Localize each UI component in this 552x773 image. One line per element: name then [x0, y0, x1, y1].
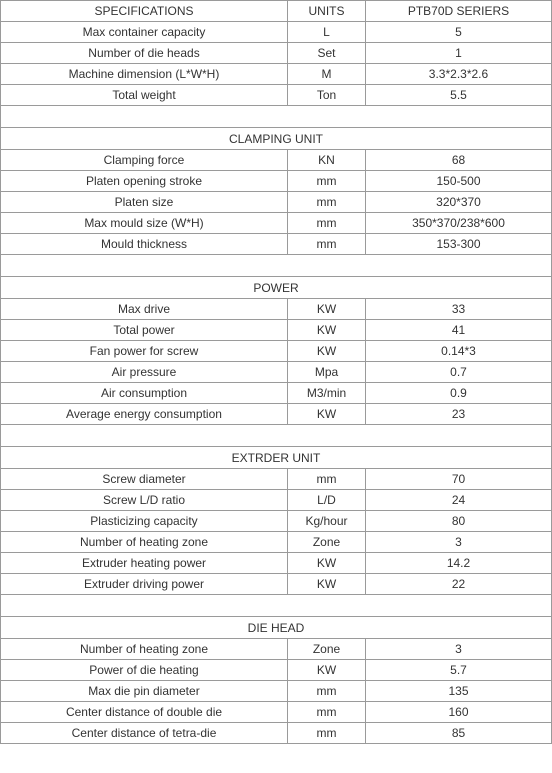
spec-value: 3.3*2.3*2.6 [366, 64, 552, 85]
table-row [1, 213, 552, 234]
spec-value: 70 [366, 469, 552, 490]
spec-name: Max container capacity [1, 22, 288, 43]
spec-value: 33 [366, 299, 552, 320]
spec-name: Extruder heating power [1, 553, 288, 574]
spec-name: Machine dimension (L*W*H) [1, 64, 288, 85]
spec-name: Total power [1, 320, 288, 341]
spec-value: 3 [366, 532, 552, 553]
spec-name: Max drive [1, 299, 288, 320]
table-row [1, 553, 552, 574]
spec-unit: KW [288, 320, 366, 341]
spec-name: Air pressure [1, 362, 288, 383]
spec-name: Clamping force [1, 150, 288, 171]
spec-name: Number of die heads [1, 43, 288, 64]
table-row [1, 320, 552, 341]
spec-unit: L/D [288, 490, 366, 511]
table-row [1, 490, 552, 511]
spacer-cell [1, 425, 552, 447]
spec-value: 150-500 [366, 171, 552, 192]
spec-value: 135 [366, 681, 552, 702]
table-row [1, 85, 552, 106]
spec-unit: KW [288, 660, 366, 681]
spec-value: 22 [366, 574, 552, 595]
spec-value: 1 [366, 43, 552, 64]
spec-value: 320*370 [366, 192, 552, 213]
spec-unit: mm [288, 171, 366, 192]
spec-unit: mm [288, 469, 366, 490]
spec-unit: KW [288, 299, 366, 320]
table-row [1, 639, 552, 660]
table-row [1, 574, 552, 595]
spec-value: 24 [366, 490, 552, 511]
spec-value: 0.14*3 [366, 341, 552, 362]
spec-unit: KW [288, 553, 366, 574]
spacer-cell [1, 255, 552, 277]
table-row [1, 192, 552, 213]
section-title-clamping: CLAMPING UNIT [1, 128, 552, 150]
table-row [1, 532, 552, 553]
spec-unit: mm [288, 702, 366, 723]
spec-name: Extruder driving power [1, 574, 288, 595]
table-row [1, 404, 552, 425]
spec-unit: mm [288, 723, 366, 744]
spec-unit: Kg/hour [288, 511, 366, 532]
spec-value: 5 [366, 22, 552, 43]
spec-unit: mm [288, 234, 366, 255]
spec-name: Max mould size (W*H) [1, 213, 288, 234]
table-row [1, 43, 552, 64]
header-units: UNITS [288, 1, 366, 22]
spec-name: Total weight [1, 85, 288, 106]
spec-value: 68 [366, 150, 552, 171]
section-title-power: POWER [1, 277, 552, 299]
spec-unit: M [288, 64, 366, 85]
spec-name: Center distance of tetra-die [1, 723, 288, 744]
header-specifications: SPECIFICATIONS [1, 1, 288, 22]
spec-name: Platen size [1, 192, 288, 213]
spec-name: Max die pin diameter [1, 681, 288, 702]
table-row [1, 341, 552, 362]
spec-value: 5.5 [366, 85, 552, 106]
spec-name: Mould thickness [1, 234, 288, 255]
spec-value: 41 [366, 320, 552, 341]
spec-unit: mm [288, 213, 366, 234]
table-row [1, 362, 552, 383]
spec-unit: mm [288, 192, 366, 213]
table-row [1, 702, 552, 723]
spec-unit: KW [288, 404, 366, 425]
section-title-extruder: EXTRDER UNIT [1, 447, 552, 469]
spec-name: Screw L/D ratio [1, 490, 288, 511]
spec-value: 160 [366, 702, 552, 723]
spec-name: Plasticizing capacity [1, 511, 288, 532]
spec-unit: Set [288, 43, 366, 64]
section-header-row [1, 447, 552, 469]
spec-name: Air consumption [1, 383, 288, 404]
spec-value: 14.2 [366, 553, 552, 574]
spec-unit: KW [288, 341, 366, 362]
spec-unit: Zone [288, 639, 366, 660]
section-header-row [1, 277, 552, 299]
section-title-die-head: DIE HEAD [1, 617, 552, 639]
table-row [1, 383, 552, 404]
spec-value: 0.9 [366, 383, 552, 404]
table-row [1, 681, 552, 702]
spec-unit: Zone [288, 532, 366, 553]
table-row [1, 469, 552, 490]
spacer-row [1, 595, 552, 617]
table-header-row [1, 1, 552, 22]
spec-value: 3 [366, 639, 552, 660]
table-row [1, 299, 552, 320]
table-row [1, 511, 552, 532]
spec-name: Average energy consumption [1, 404, 288, 425]
table-row [1, 660, 552, 681]
table-row [1, 171, 552, 192]
spec-name: Platen opening stroke [1, 171, 288, 192]
section-header-row [1, 128, 552, 150]
spec-value: 5.7 [366, 660, 552, 681]
spec-name: Number of heating zone [1, 639, 288, 660]
table-row [1, 234, 552, 255]
spec-unit: Mpa [288, 362, 366, 383]
spec-value: 350*370/238*600 [366, 213, 552, 234]
spacer-row [1, 255, 552, 277]
table-row [1, 64, 552, 85]
spec-value: 0.7 [366, 362, 552, 383]
spec-value: 153-300 [366, 234, 552, 255]
spacer-cell [1, 106, 552, 128]
spec-value: 85 [366, 723, 552, 744]
spec-name: Power of die heating [1, 660, 288, 681]
spacer-row [1, 425, 552, 447]
header-model: PTB70D SERIERS [366, 1, 552, 22]
spec-unit: M3/min [288, 383, 366, 404]
spec-unit: mm [288, 681, 366, 702]
spacer-row [1, 106, 552, 128]
spacer-cell [1, 595, 552, 617]
table-row [1, 723, 552, 744]
section-header-row [1, 617, 552, 639]
table-row [1, 22, 552, 43]
spec-unit: KW [288, 574, 366, 595]
spec-value: 80 [366, 511, 552, 532]
table-row [1, 150, 552, 171]
spec-unit: Ton [288, 85, 366, 106]
spec-name: Number of heating zone [1, 532, 288, 553]
spec-value: 23 [366, 404, 552, 425]
spec-unit: L [288, 22, 366, 43]
spec-name: Fan power for screw [1, 341, 288, 362]
spec-name: Center distance of double die [1, 702, 288, 723]
spec-name: Screw diameter [1, 469, 288, 490]
spec-unit: KN [288, 150, 366, 171]
